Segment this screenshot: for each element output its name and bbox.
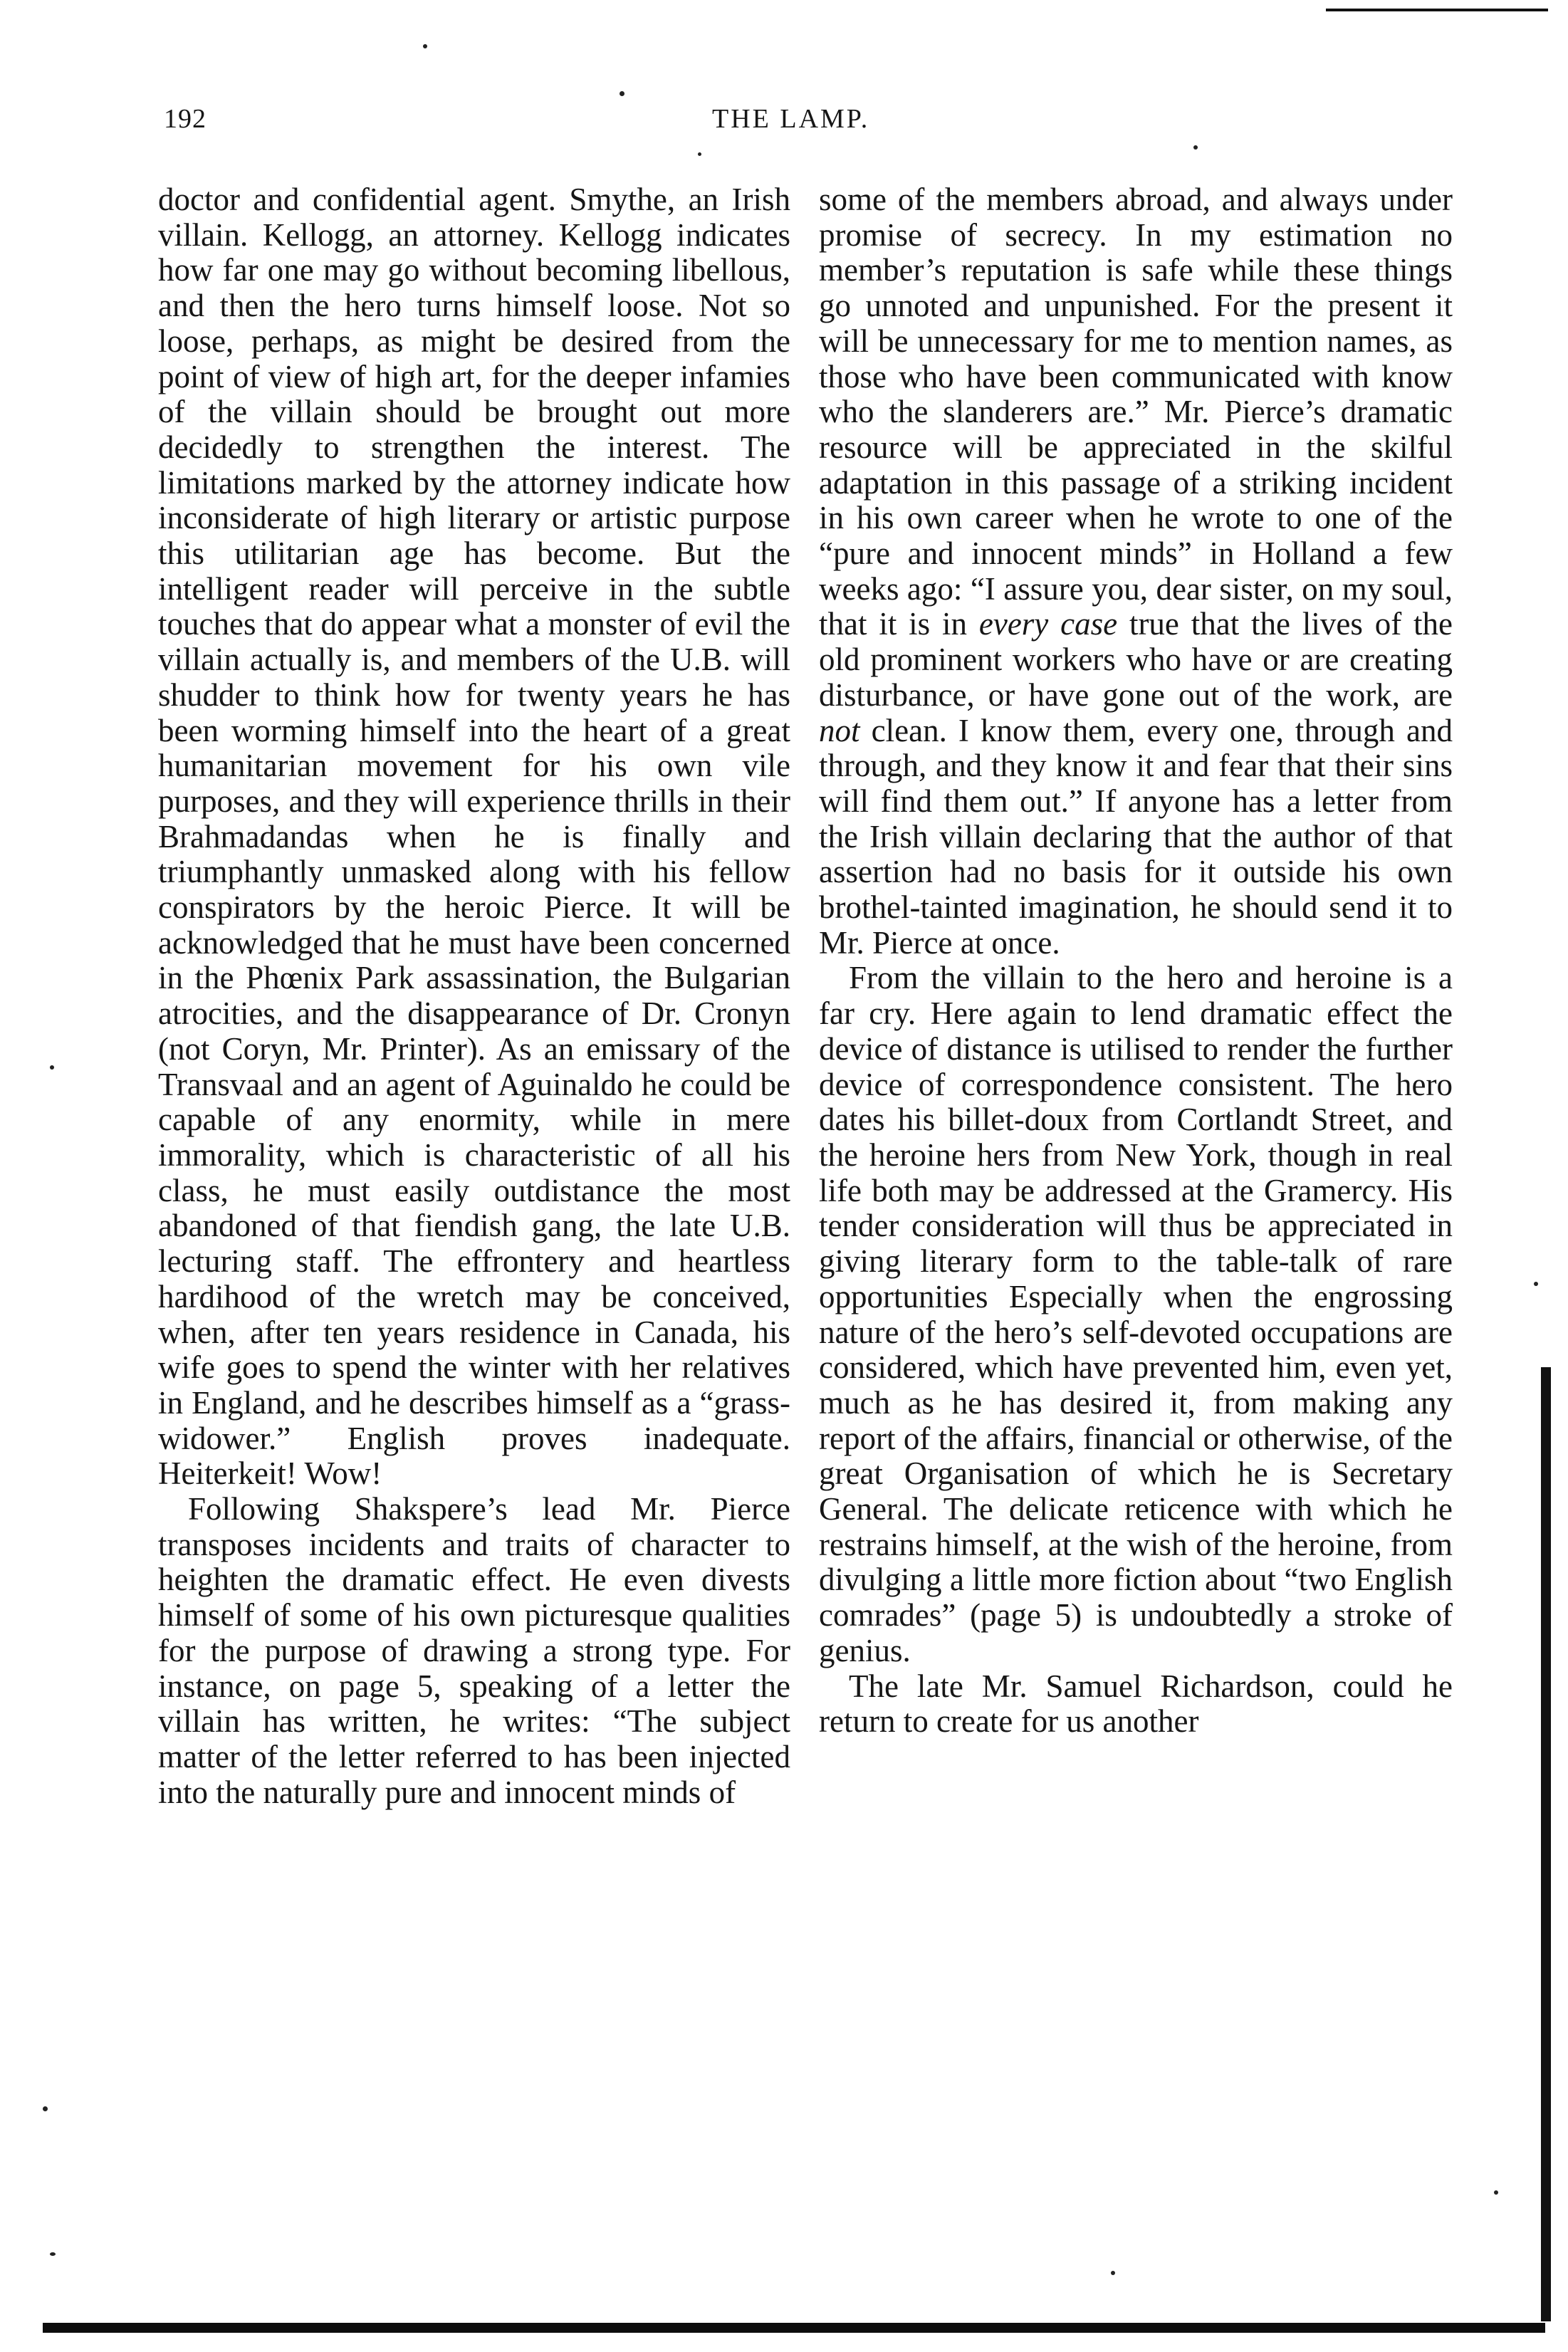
ink-speck bbox=[1111, 2271, 1115, 2275]
right-paragraph-3: The late Mr. Samuel Richardson, could he return to create for us another bbox=[819, 1668, 1453, 1740]
left-paragraph-2: Following Shakspere’s lead Mr. Pierce transposes incidents and traits of character to heighten the dramatic effect. He even divests himself of some of his own picturesque qualities for the purpose of drawing a strong type. For instance, on page 5, speaking of a letter the villain has written, he writes: “The subject matter of the letter referred to has been injected into the naturally pure and innocent minds of bbox=[158, 1491, 790, 1810]
ink-speck bbox=[1534, 1282, 1538, 1286]
top-rule bbox=[1326, 9, 1548, 11]
ink-speck bbox=[50, 1065, 54, 1070]
emphasis-not: not bbox=[819, 712, 860, 748]
ink-speck bbox=[50, 2252, 56, 2256]
right-paragraph-1-text-b: true that the lives of the old prominent workers who have or are creating disturbance, or have gone out of the work, are bbox=[819, 606, 1453, 713]
page-edge-shadow bbox=[1541, 1367, 1551, 2321]
right-column bbox=[819, 182, 1453, 1740]
ink-speck bbox=[1494, 2190, 1498, 2195]
ink-speck bbox=[620, 91, 624, 96]
ink-speck bbox=[1193, 145, 1198, 150]
emphasis-every-case: every case bbox=[978, 606, 1118, 642]
ink-speck bbox=[698, 152, 701, 156]
left-column bbox=[158, 182, 790, 1810]
ink-speck bbox=[43, 2106, 48, 2111]
right-paragraph-1-text-a: some of the members abroad, and always under promise of secrecy. In my estimation no member’s reputation is safe while these things go unnoted and unpunished. For the present it will be unnecessary for me to mention names, as those who have been communicated with know who the slanderers are.” Mr. Pierce’s dramatic resource will be appreciated in the skilful adaptation in this passage of a striking incident in his own career when he wrote to one of the “pure and innocent minds” in Holland a few weeks ago: “I assure you, dear sister, on my soul, that it is in bbox=[819, 182, 1453, 642]
page-number: 192 bbox=[164, 104, 207, 134]
ink-speck bbox=[423, 44, 427, 48]
running-title: THE LAMP. bbox=[712, 104, 870, 134]
right-paragraph-2: From the villain to the hero and heroine is a far cry. Here again to lend dramatic effect the device of distance is utilised to render the further device of correspondence consistent. The hero dates his billet-doux from Cortlandt Street, and the heroine hers from New York, though in real life both may be addressed at the Gramercy. His tender consideration will thus be appreciated in giving literary form to the table-talk of rare opportunities Especially when the engrossing nature of the hero’s self-devoted occupations are considered, which have prevented him, even yet, much as he has desired it, from making any report of the affairs, financial or otherwise, of the great Organisation of which he is Secretary General. The delicate reticence with which he restrains himself, at the wish of the heroine, from divulging a little more fiction about “two English comrades” (page 5) is undoubtedly a stroke of genius. bbox=[819, 960, 1453, 1668]
left-paragraph-1: doctor and confidential agent. Smythe, an Irish villain. Kellogg, an attorney. Kellogg indicates how far one may go without becoming libellous, and then the hero turns himself loose. Not so loose, perhaps, as might be desired from the point of view of high art, for the deeper infamies of the villain should be brought out more decidedly to strengthen the interest. The limitations marked by the attorney indicate how inconsiderate of high literary or artistic purpose this utilitarian age has become. But the intelligent reader will perceive in the subtle touches that do appear what a monster of evil the villain actually is, and members of the U.B. will shudder to think how for twenty years he has been worming himself into the heart of a great humanitarian movement for his own vile purposes, and they will experience thrills in their Brahmadandas when he is finally and triumphantly unmasked along with his fellow conspirators by the heroic Pierce. It will be acknowledged that he must have been concerned in the Phœnix Park assassination, the Bulgarian atrocities, and the disappearance of Dr. Cronyn (not Coryn, Mr. Printer). As an emissary of the Transvaal and an agent of Aguinaldo he could be capable of any enormity, while in mere immorality, which is characteristic of all his class, he must easily outdistance the most abandoned of that fiendish gang, the late U.B. lecturing staff. The effrontery and heartless hardihood of the wretch may be conceived, when, after ten years residence in Canada, his wife goes to spend the winter with her relatives in England, and he describes himself as a “grass-widower.” English proves inadequate. Heiterkeit! Wow! bbox=[158, 182, 790, 1492]
right-paragraph-1-text-c: clean. I know them, every one, through and through, and they know it and fear that their sins will find them out.” If anyone has a letter from the Irish villain declaring that the author of that assertion had no basis for it outside his own brothel-tainted imagination, he should send it to Mr. Pierce at once. bbox=[819, 712, 1453, 961]
bottom-edge-shadow bbox=[43, 2323, 1545, 2333]
right-paragraph-1 bbox=[819, 182, 1453, 961]
